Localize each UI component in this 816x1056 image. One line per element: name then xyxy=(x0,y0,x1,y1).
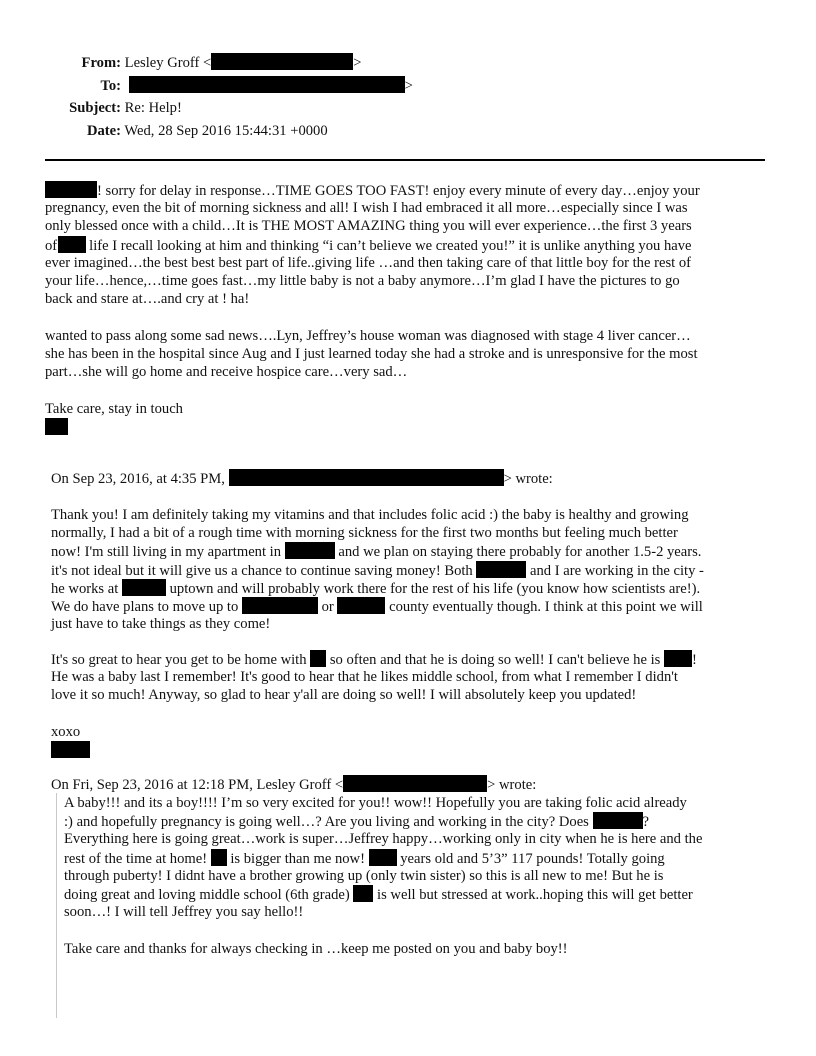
text-line: He was a baby last I remember! It's good to hear that he likes middle school, from what I remember I didn't xyxy=(51,669,678,686)
text-line: she has been in the hospital since Aug and I just learned today she had a stroke and is unresponsive for the most xyxy=(45,346,698,363)
redaction-box xyxy=(45,181,97,198)
email-header xyxy=(40,52,413,142)
attribution-suffix: > wrote: xyxy=(487,777,537,793)
text-line: pregnancy, even the bit of morning sickness and all! I wish I had embraced it all more…especially since I was xyxy=(45,200,688,217)
text-line: ever imagined…the best best best part of life..giving life …and then taking care of that little boy for the rest of xyxy=(45,254,691,271)
redaction-box xyxy=(285,542,335,559)
redaction-box xyxy=(664,650,692,667)
text-line: A baby!!! and its a boy!!!! I’m so very excited for you!! wow!! Hopefully you are taking folic acid already xyxy=(64,795,687,811)
redaction-box xyxy=(129,76,405,93)
redaction-box xyxy=(337,597,385,614)
text-line: is bigger than me now! xyxy=(230,850,365,867)
redaction-box xyxy=(476,561,526,578)
signature-redaction xyxy=(45,418,68,435)
text-line: rest of the time at home! xyxy=(64,850,208,867)
date-row xyxy=(40,120,413,143)
quoted1-paragraph-2 xyxy=(51,650,697,705)
quoted2-closing xyxy=(64,940,568,958)
text-line: it's not ideal but it will give us a chance to continue saving money! Both xyxy=(51,562,473,579)
text-line: doing great and loving middle school (6th grade) xyxy=(64,886,350,903)
quote-bar xyxy=(56,793,57,1018)
redaction-box xyxy=(593,812,643,829)
text-line: ! xyxy=(692,652,697,668)
subject-value: Re: Help! xyxy=(124,100,182,116)
from-label: From: xyxy=(81,55,121,71)
reply-paragraph-2 xyxy=(45,327,698,382)
text-line: love it so much! Anyway, so glad to hear y'all are doing so well! I will absolutely keep you updated! xyxy=(51,687,637,704)
text-line: just have to take things as they come! xyxy=(51,616,271,633)
angle-close: > xyxy=(353,55,362,71)
text-line: Everything here is going great…work is super…Jeffrey happy…working only in city when he is here and the xyxy=(64,831,703,848)
redaction-box xyxy=(242,597,318,614)
redaction-box xyxy=(310,650,326,667)
angle-close: > xyxy=(404,77,413,94)
text-line: now! I'm still living in my apartment in xyxy=(51,544,282,561)
attribution-prefix: On Sep 23, 2016, at 4:35 PM, xyxy=(51,471,225,487)
reply-closing xyxy=(45,400,183,436)
text-line: We do have plans to move up to xyxy=(51,598,239,615)
text-line: ! sorry for delay in response…TIME GOES TOO FAST! enjoy every minute of every day…enjoy your xyxy=(97,183,700,199)
reply-paragraph-1 xyxy=(45,181,700,308)
text-line: part…she will go home and receive hospice care…very sad… xyxy=(45,364,408,381)
redaction-box xyxy=(58,236,86,253)
subject-label: Subject: xyxy=(69,100,121,116)
redaction-box xyxy=(343,775,487,792)
signoff-text: xoxo xyxy=(51,724,81,740)
quoted1-paragraph-1 xyxy=(51,506,704,633)
text-line: wanted to pass along some sad news….Lyn, Jeffrey’s house woman was diagnosed with stage 4 liver cancer… xyxy=(45,328,691,344)
redaction-box xyxy=(369,849,397,866)
text-line: only blessed once with a child…It is THE MOST AMAZING thing you will ever experience…the first 3 years xyxy=(45,218,692,235)
redaction-box xyxy=(229,469,504,486)
text-line: ? xyxy=(642,814,649,831)
redaction-box xyxy=(353,885,373,902)
header-divider xyxy=(45,159,765,161)
text-line: Thank you! I am definitely taking my vitamins and that includes folic acid :) the baby is healthy and growing xyxy=(51,507,689,523)
text-line: he works at xyxy=(51,580,119,597)
quoted2-body xyxy=(64,794,702,921)
text-line: county eventually though. I think at this point we will xyxy=(389,598,703,615)
closing-text: Take care and thanks for always checking in …keep me posted on you and baby boy!! xyxy=(64,941,568,957)
text-line: It's so great to hear you get to be home with xyxy=(51,652,307,668)
quoted1-signoff xyxy=(51,723,90,759)
closing-text: Take care, stay in touch xyxy=(45,401,183,417)
attribution-suffix: > wrote: xyxy=(503,471,553,487)
text-line: soon…! I will tell Jeffrey you say hello!! xyxy=(64,904,304,921)
text-line: life I recall looking at him and thinking “i can’t believe we created you!” it is unlike anything you have xyxy=(89,237,692,254)
subject-row xyxy=(40,97,413,120)
from-value: Lesley Groff < xyxy=(124,55,212,71)
text-line: uptown and will probably work there for the rest of his life (you know how scientists are!). xyxy=(169,580,701,597)
text-line: so often and that he is doing so well! I can't believe he is xyxy=(329,652,661,668)
text-line: back and stare at….and cry at ! ha! xyxy=(45,291,250,308)
date-label: Date: xyxy=(86,122,121,139)
text-line: of xyxy=(45,237,58,254)
to-row xyxy=(40,75,413,98)
quoted-attribution-2 xyxy=(51,775,536,793)
attribution-prefix: On Fri, Sep 23, 2016 at 12:18 PM, Lesley Groff < xyxy=(51,777,344,793)
date-value: Wed, 28 Sep 2016 15:44:31 +0000 xyxy=(124,122,328,139)
quoted-attribution-1 xyxy=(51,469,553,487)
text-line: and we plan on staying there probably for another 1.5-2 years. xyxy=(338,544,702,561)
redaction-box xyxy=(211,53,353,70)
redaction-box xyxy=(211,849,227,866)
signature-redaction xyxy=(51,741,90,758)
text-line: is well but stressed at work..hoping this will get better xyxy=(377,886,693,903)
to-label: To: xyxy=(100,77,121,94)
text-line: :) and hopefully pregnancy is going well…? Are you living and working in the city? Does xyxy=(64,814,589,831)
text-line: years old and 5’3” 117 pounds! Totally going xyxy=(400,850,665,867)
redaction-box xyxy=(122,579,166,596)
text-line: and I are working in the city - xyxy=(530,562,704,579)
text-line: your life…hence,…time goes fast…my little baby is not a baby anymore…I’m glad I have the pictures to go xyxy=(45,272,680,289)
from-row xyxy=(40,52,413,75)
text-line: through puberty! I didnt have a brother growing up (only twin sister) so this is all new to me! But he is xyxy=(64,867,664,884)
text-line: or xyxy=(321,598,334,615)
text-line: normally, I had a bit of a rough time with morning sickness for the first two months but feeling much better xyxy=(51,525,678,542)
